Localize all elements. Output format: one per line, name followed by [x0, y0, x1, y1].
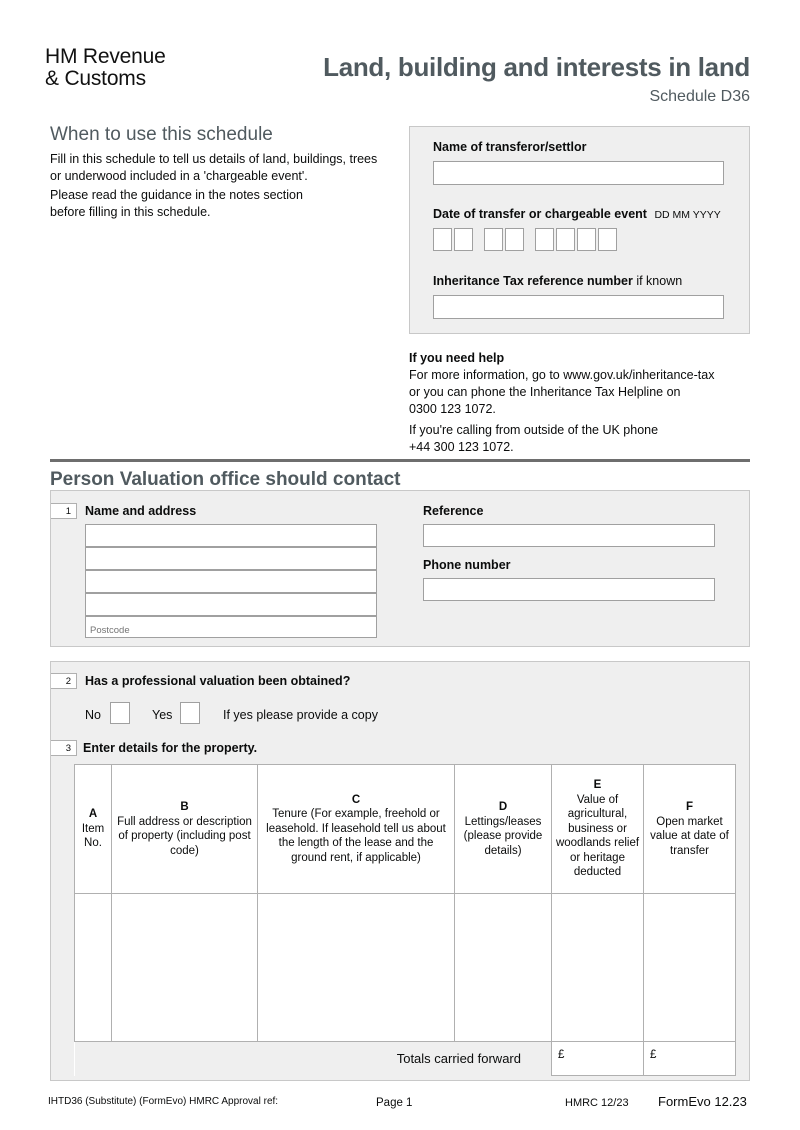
lettings-cell[interactable]	[455, 894, 552, 1042]
relief-value-cell[interactable]	[552, 894, 644, 1042]
transfer-details-box	[409, 126, 750, 334]
help-line-2: or you can phone the Inheritance Tax Helpline on	[409, 385, 681, 399]
date-day-digit-2[interactable]	[454, 228, 473, 251]
column-text-b: Full address or description of property (including post code)	[117, 815, 252, 857]
total-market-currency: £	[650, 1049, 657, 1061]
name-address-label: Name and address	[85, 504, 197, 518]
iht-reference-suffix: if known	[636, 274, 683, 288]
date-month-digit-1[interactable]	[484, 228, 503, 251]
transfer-date-field	[433, 228, 623, 253]
property-details-label: Enter details for the property.	[83, 741, 258, 755]
help-section	[409, 350, 750, 456]
form-reference: IHTD36 (Substitute) (FormEvo) HMRC Approval ref:	[48, 1096, 279, 1107]
column-header-e	[552, 765, 644, 894]
date-year-digit-2[interactable]	[556, 228, 575, 251]
totals-row	[75, 1042, 736, 1076]
date-year-digit-1[interactable]	[535, 228, 554, 251]
column-letter-c: C	[351, 793, 361, 806]
column-letter-d: D	[498, 801, 508, 813]
item-number-cell[interactable]	[75, 894, 112, 1042]
logo-line-2: & Customs	[45, 67, 146, 90]
address-line-4[interactable]	[85, 593, 377, 616]
page-title: Land, building and interests in land	[323, 52, 750, 82]
help-heading: If you need help	[409, 351, 505, 365]
column-header-a	[75, 765, 112, 894]
column-text-c: Tenure (For example, freehold or leasehold. If leasehold tell us about the length of the lease and the ground rent, if applicable)	[266, 808, 446, 864]
section-divider	[50, 459, 750, 462]
postcode-field[interactable]	[85, 616, 377, 638]
formevo-version: FormEvo 12.23	[658, 1094, 747, 1109]
schedule-label: Schedule D36	[649, 88, 750, 105]
help-line-3: 0300 123 1072.	[409, 402, 496, 416]
intro-paragraph-1: Fill in this schedule to tell us details of land, buildings, trees or underwood included in a 'chargeable event'.	[50, 152, 378, 183]
table-header-row	[75, 765, 736, 894]
column-text-d: Lettings/leases (please provide details)	[463, 815, 543, 857]
column-letter-b: B	[180, 801, 189, 813]
help-line-5: +44 300 123 1072.	[409, 440, 514, 454]
phone-label: Phone number	[423, 558, 511, 572]
transfer-date-label	[433, 207, 721, 221]
phone-field[interactable]	[423, 578, 715, 601]
total-market-value-cell[interactable]	[644, 1042, 736, 1076]
total-relief-cell[interactable]	[552, 1042, 644, 1076]
transfer-date-label-text: Date of transfer or chargeable event	[433, 207, 647, 221]
contact-box	[50, 490, 750, 647]
property-box	[50, 661, 750, 1081]
question-number-1: 1	[51, 503, 77, 519]
iht-reference-field[interactable]	[433, 295, 724, 319]
hmrc-logo	[45, 46, 166, 90]
question-number-3: 3	[51, 740, 77, 756]
page-number: Page 1	[376, 1097, 413, 1109]
no-checkbox[interactable]	[110, 702, 130, 724]
date-year-digit-3[interactable]	[577, 228, 596, 251]
iht-reference-label	[433, 274, 682, 288]
question-number-2: 2	[51, 673, 77, 689]
address-line-2[interactable]	[85, 547, 377, 570]
intro-paragraph-2: Please read the guidance in the notes section before filling in this schedule.	[50, 188, 303, 219]
yes-note: If yes please provide a copy	[223, 708, 378, 722]
column-header-c	[258, 765, 455, 894]
column-text-f: Open market value at date of transfer	[650, 815, 729, 857]
address-line-1[interactable]	[85, 524, 377, 547]
logo-line-1: HM Revenue	[45, 45, 166, 68]
reference-label: Reference	[423, 504, 484, 518]
hmrc-date: HMRC 12/23	[565, 1097, 629, 1109]
table-row	[75, 894, 736, 1042]
total-relief-currency: £	[558, 1049, 565, 1061]
tenure-cell[interactable]	[258, 894, 455, 1042]
totals-label: Totals carried forward	[75, 1042, 552, 1076]
no-label: No	[85, 708, 101, 722]
reference-field[interactable]	[423, 524, 715, 547]
transferor-name-field[interactable]	[433, 161, 724, 185]
date-month-digit-2[interactable]	[505, 228, 524, 251]
yes-checkbox[interactable]	[180, 702, 200, 724]
contact-section-title: Person Valuation office should contact	[50, 469, 401, 490]
yes-label: Yes	[152, 708, 173, 722]
help-line-4: If you're calling from outside of the UK phone	[409, 423, 659, 437]
column-letter-a: A	[88, 808, 98, 821]
market-value-cell[interactable]	[644, 894, 736, 1042]
property-table	[74, 764, 736, 1076]
transferor-label: Name of transferor/settlor	[433, 140, 587, 154]
column-header-f	[644, 765, 736, 894]
column-letter-f: F	[685, 801, 694, 813]
column-letter-e: E	[593, 779, 602, 792]
address-line-3[interactable]	[85, 570, 377, 593]
column-header-d	[455, 765, 552, 894]
intro-heading: When to use this schedule	[50, 124, 273, 145]
column-text-e: Value of agricultural, business or woodlands relief or heritage deducted	[555, 793, 640, 879]
iht-reference-label-text: Inheritance Tax reference number	[433, 274, 633, 288]
column-header-b	[112, 765, 258, 894]
date-format-hint: DD MM YYYY	[654, 209, 721, 221]
column-text-a: Item No.	[81, 822, 105, 850]
date-day-digit-1[interactable]	[433, 228, 452, 251]
date-year-digit-4[interactable]	[598, 228, 617, 251]
help-line-1: For more information, go to www.gov.uk/inheritance-tax	[409, 368, 715, 382]
valuation-question-label: Has a professional valuation been obtained?	[85, 674, 351, 688]
address-cell[interactable]	[112, 894, 258, 1042]
